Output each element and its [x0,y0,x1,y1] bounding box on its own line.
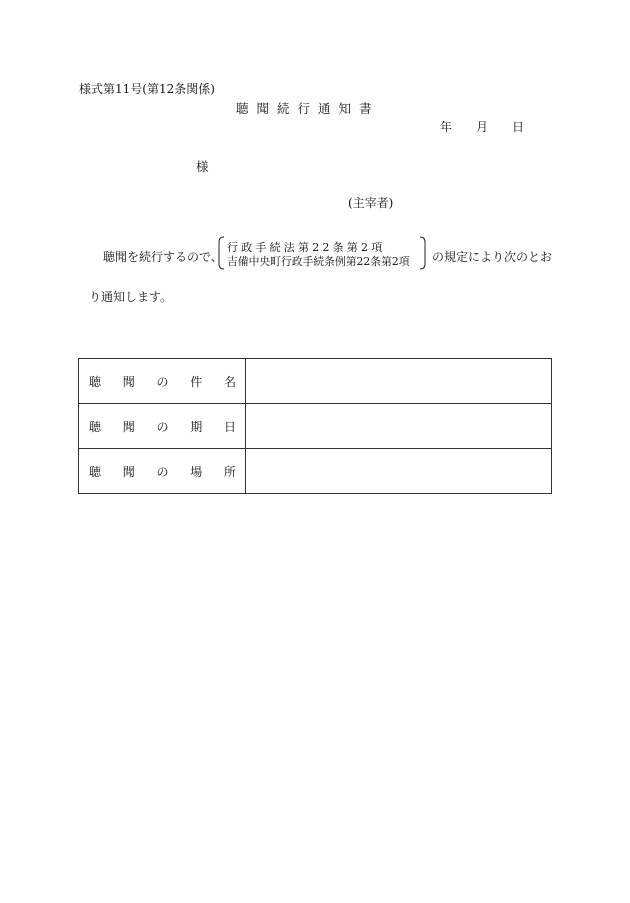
addressee-suffix: 様 [196,159,209,174]
label-char: の [156,374,169,389]
date-year-label: 年 [440,120,453,134]
body-text-after-bracket: の規定により次のとお [432,250,553,264]
label-char: 期 [190,419,203,434]
table-row [79,404,552,449]
row-label-subject [79,359,246,404]
legal-basis-bracket [218,236,426,270]
label-char: 聞 [122,419,135,434]
label-char: 名 [223,374,236,389]
label-char: 日 [223,419,236,434]
place-value-cell[interactable] [246,449,552,494]
right-bracket [420,237,425,269]
legal-basis-line-1: 行政手続法第22条第2項 [227,241,386,254]
label-char: 聞 [122,374,135,389]
label-char: 件 [190,374,203,389]
label-char: 聴 [89,374,102,389]
form-number: 様式第11号(第12条関係) [79,82,215,96]
hearing-info-table [78,358,552,494]
label-char: の [156,464,169,479]
body-text-continuation: り通知します。 [89,290,173,304]
label-char: の [156,419,169,434]
legal-basis-line-2: 吉備中央町行政手続条例第22条第2項 [227,255,410,268]
organizer-label: (主宰者) [348,196,394,210]
document-title: 聴聞続行通知書 [236,101,380,116]
body-text-before-bracket: 聴聞を続行するので、 [103,250,223,264]
date-month-label: 月 [476,120,489,134]
label-char: 聴 [89,419,102,434]
date-value-cell[interactable] [246,404,552,449]
row-label-place [79,449,246,494]
label-char: 所 [223,464,236,479]
label-char: 場 [190,464,203,479]
table-row [79,359,552,404]
table-row [79,449,552,494]
subject-value-cell[interactable] [246,359,552,404]
label-char: 聴 [89,464,102,479]
date-line [440,118,524,135]
date-day-label: 日 [512,120,525,134]
left-bracket [219,237,224,269]
label-char: 聞 [122,464,135,479]
row-label-date [79,404,246,449]
